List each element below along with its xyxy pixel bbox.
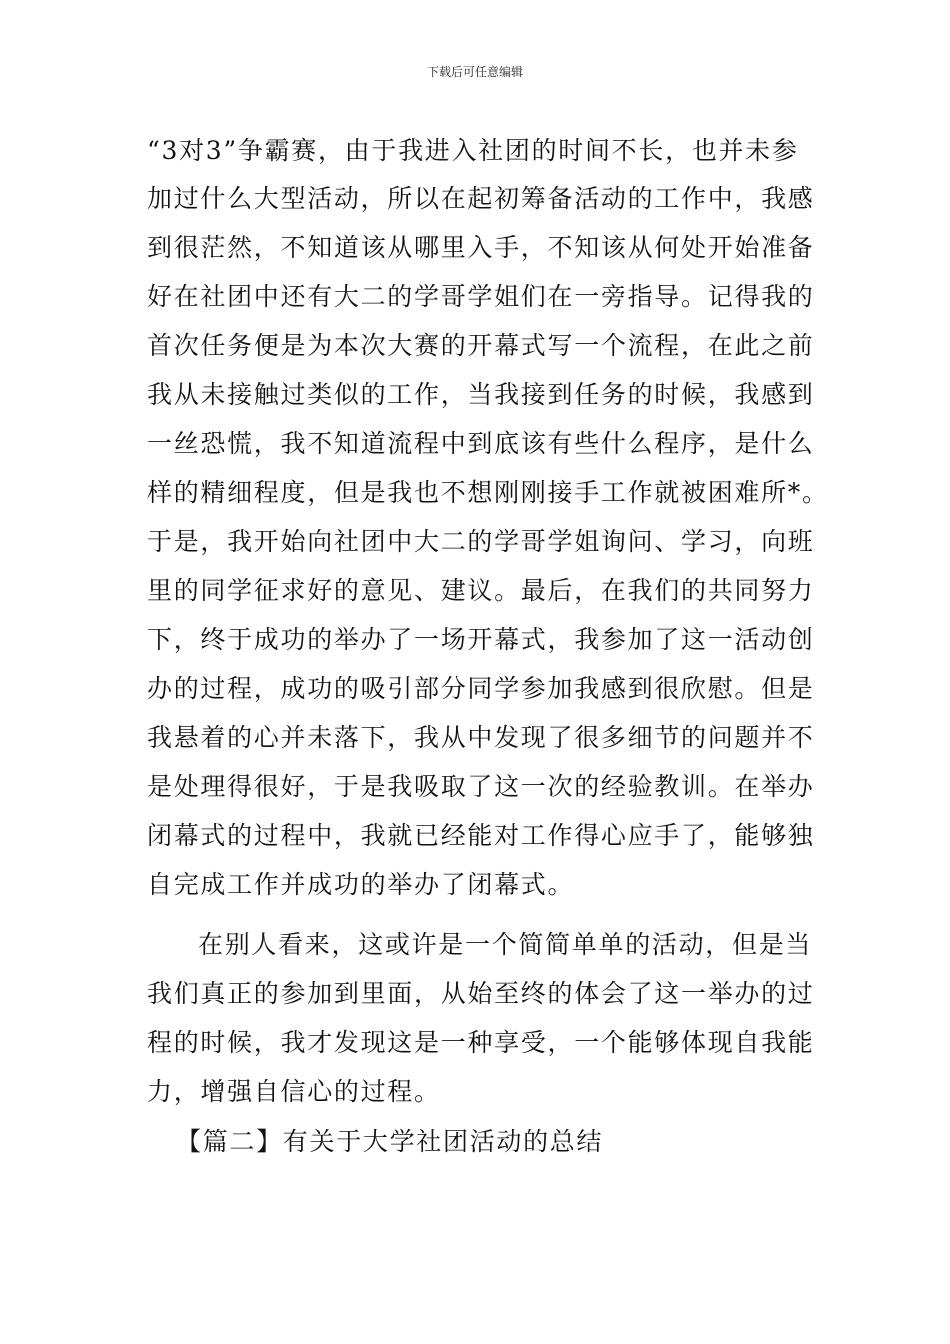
text-line: 在别人看来，这或许是一个简简单单的活动，但是当 — [198, 930, 813, 959]
text-line: 到很茫然，不知道该从哪里入手，不知该从何处开始准备 — [147, 233, 815, 262]
text-line: 力，增强自信心的过程。 — [147, 1077, 441, 1106]
text-line: 办的过程，成功的吸引部分同学参加我感到很欣慰。但是 — [147, 674, 815, 703]
text-line: 样的精细程度，但是我也不想刚刚接手工作就被困难所*。 — [147, 478, 829, 507]
text-line: 自完成工作并成功的举办了闭幕式。 — [147, 870, 575, 899]
text-line: 我悬着的心并未落下，我从中发现了很多细节的问题并不 — [147, 723, 815, 752]
text-line: 程的时候，我才发现这是一种享受，一个能够体现自我能 — [147, 1028, 815, 1057]
text-line: 一丝恐慌，我不知道流程中到底该有些什么程序，是什么 — [147, 429, 815, 458]
page-header: 下载后可任意编辑 — [426, 65, 523, 79]
text-line: “3对3”争霸赛，由于我进入社团的时间不长，也并未参 — [147, 136, 799, 165]
text-line: 加过什么大型活动，所以在起初筹备活动的工作中，我感 — [147, 184, 815, 213]
text-line: 下，终于成功的举办了一场开幕式，我参加了这一活动创 — [147, 625, 815, 654]
text-line: 是处理得很好，于是我吸取了这一次的经验教训。在举办 — [147, 772, 815, 801]
text-line: 首次任务便是为本次大赛的开幕式写一个流程，在此之前 — [147, 331, 815, 360]
text-line: 于是，我开始向社团中大二的学哥学姐询问、学习，向班 — [147, 527, 815, 556]
text-line: 我们真正的参加到里面，从始至终的体会了这一举办的过 — [147, 979, 815, 1008]
text-line: 我从未接触过类似的工作，当我接到任务的时候，我感到 — [147, 380, 815, 409]
text-line: 好在社团中还有大二的学哥学姐们在一旁指导。记得我的 — [147, 282, 815, 311]
section-heading: 【篇二】有关于大学社团活动的总结 — [176, 1127, 604, 1156]
text-line: 里的同学征求好的意见、建议。最后，在我们的共同努力 — [147, 576, 815, 605]
text-line: 闭幕式的过程中，我就已经能对工作得心应手了，能够独 — [147, 821, 815, 850]
